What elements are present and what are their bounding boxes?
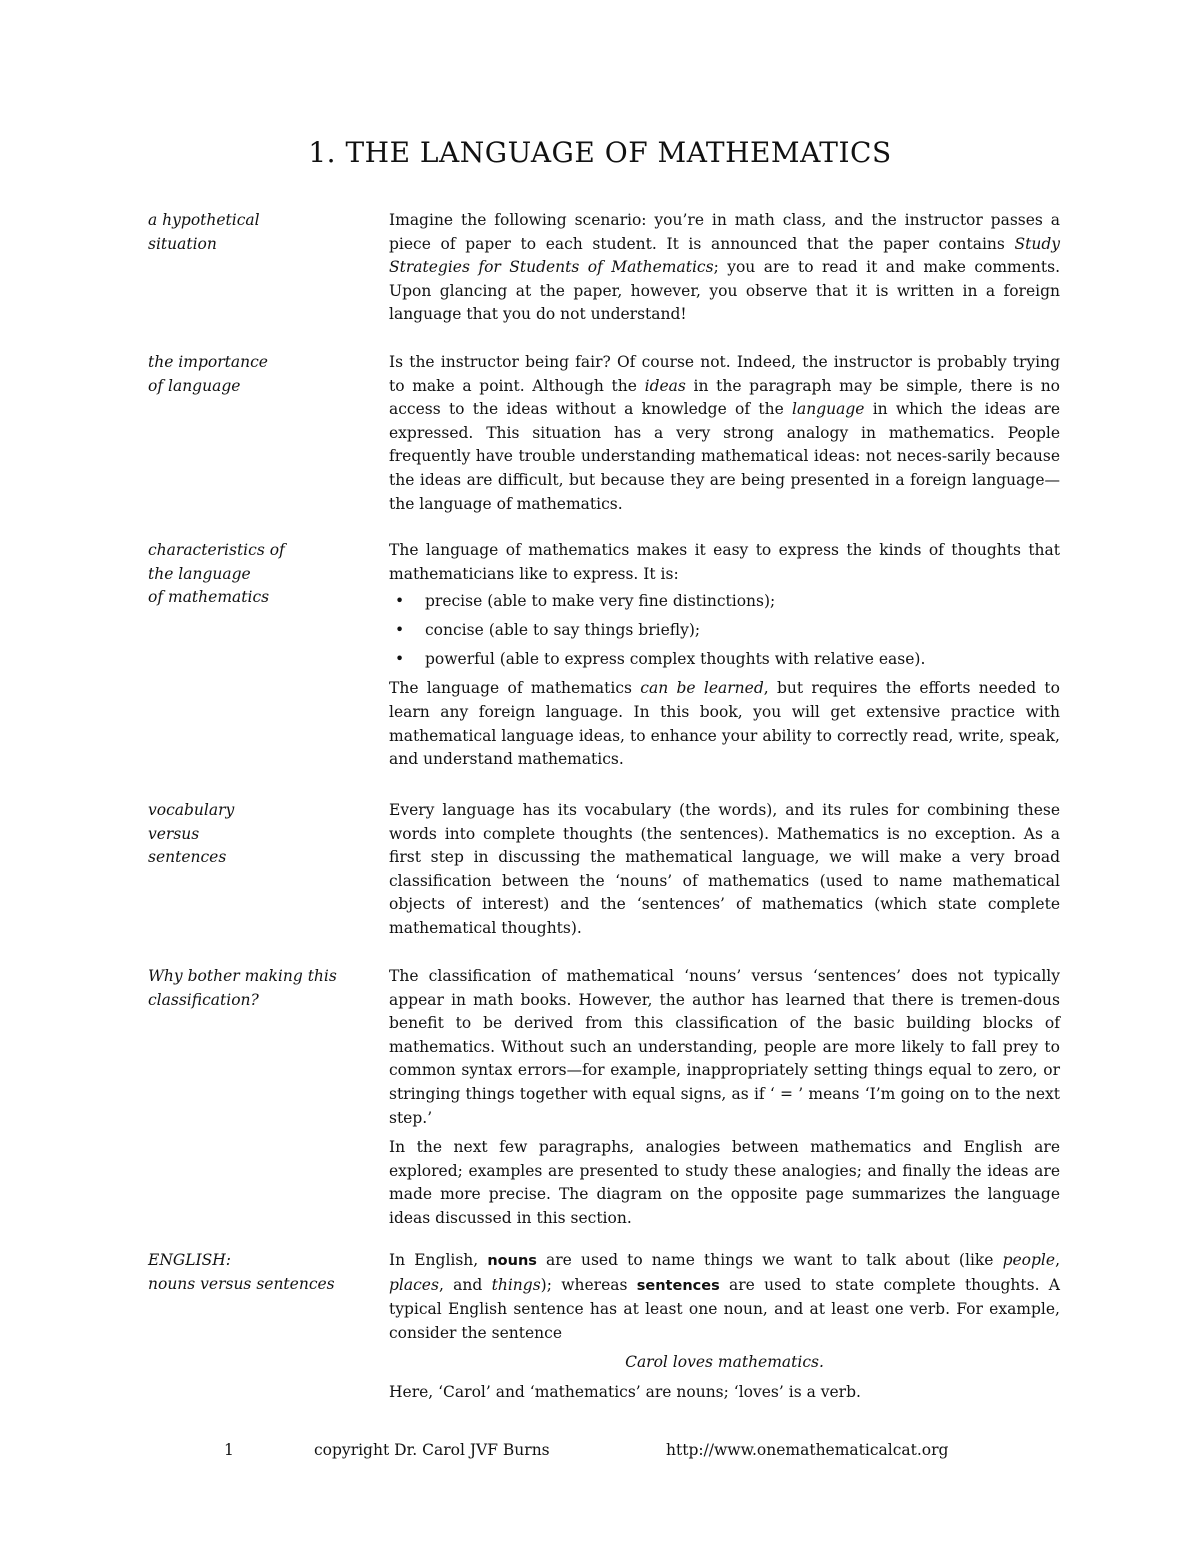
characteristics-list: [389, 590, 1060, 672]
bullet-icon: •: [395, 650, 405, 669]
margin-note: Why bother making this classification?: [148, 967, 337, 1009]
example-sentence: Carol loves mathematics.: [625, 1353, 824, 1372]
list-item: • powerful (able to express complex thoughts with relative ease).: [389, 648, 1060, 672]
page-footer: [0, 1441, 1200, 1465]
paragraph: In English, nouns are used to name things we want to talk about (like people, places, and things); whereas sentences are used to state complete thoughts. A typical English sentence has at least one noun, and at least one verb. For example, consider the sentence: [389, 1251, 1060, 1342]
margin-note: ENGLISH: nouns versus sentences: [148, 1251, 335, 1293]
copyright-notice: copyright Dr. Carol JVF Burns: [314, 1441, 550, 1459]
paragraph: The language of mathematics can be learned, but requires the efforts needed to learn any foreign language. In this book, you will get extensive practice with mathematical language ideas, to enhance your ability to correctly read, write, speak, and understand mathematics.: [389, 679, 1060, 769]
bullet-icon: •: [395, 592, 405, 611]
section-body: [389, 965, 1060, 1231]
page-number: 1: [224, 1441, 234, 1459]
margin-note: characteristics of the language of mathematics: [148, 541, 285, 607]
paragraph: Is the instructor being fair? Of course not. Indeed, the instructor is probably trying to make a point. Although the ideas in the paragraph may be simple, there is no access to the ideas without a knowledge of the language in which the ideas are expressed. This situation has a very strong analogy in mathematics. People frequently have trouble understanding mathematical ideas: not neces-sarily because the ideas are difficult, but because they are being presented in a foreign language—the language of mathematics.: [389, 353, 1061, 513]
margin-note: a hypothetical situation: [148, 211, 260, 253]
paragraph: Here, ‘Carol’ and ‘mathematics’ are nouns; ‘loves’ is a verb.: [389, 1382, 861, 1401]
margin-note: vocabulary versus sentences: [148, 801, 235, 867]
list-item: • concise (able to say things briefly);: [389, 619, 1060, 643]
paragraph: The language of mathematics makes it easy to express the kinds of thoughts that mathematicians like to express. It is:: [389, 541, 1060, 583]
section-body: [389, 799, 1060, 941]
paragraph: The classification of mathematical ‘nouns’ versus ‘sentences’ does not typically appear in math books. However, the author has learned that there is tremen-dous benefit to be derived from this classification of the basic building blocks of mathematics. Without such an understanding, people are more likely to fall prey to common syntax errors—for example, inappropriately setting things equal to zero, or stringing things together with equal signs, as if ‘ = ’ means ‘I’m going on to the next step.’: [389, 967, 1060, 1127]
page-title: 1. THE LANGUAGE OF MATHEMATICS: [308, 136, 892, 169]
section-body: [389, 1249, 1060, 1405]
website-url: http://www.onemathematicalcat.org: [666, 1441, 949, 1459]
paragraph: Imagine the following scenario: you’re in math class, and the instructor passes a piece of paper to each student. It is announced that the paper contains Study Strategies for Students of Mathematics; you are to read it and make comments. Upon glancing at the paper, however, you observe that it is written in a foreign language that you do not understand!: [389, 211, 1060, 324]
list-item: • precise (able to make very fine distinctions);: [389, 590, 1060, 614]
bullet-icon: •: [395, 621, 405, 640]
section-body: [389, 539, 1060, 772]
section-body: [389, 351, 1060, 516]
section-body: [389, 209, 1060, 327]
paragraph: Every language has its vocabulary (the words), and its rules for combining these words into complete thoughts (the sentences). Mathematics is no exception. As a first step in discussing the mathematical language, we will make a very broad classification between the ‘nouns’ of mathematics (used to name mathematical objects of interest) and the ‘sentences’ of mathematics (which state complete mathematical thoughts).: [389, 801, 1060, 937]
paragraph: In the next few paragraphs, analogies between mathematics and English are explored; examples are presented to study these analogies; and finally the ideas are made more precise. The diagram on the opposite page summarizes the language ideas discussed in this section.: [389, 1138, 1060, 1227]
margin-note: the importance of language: [148, 353, 268, 395]
